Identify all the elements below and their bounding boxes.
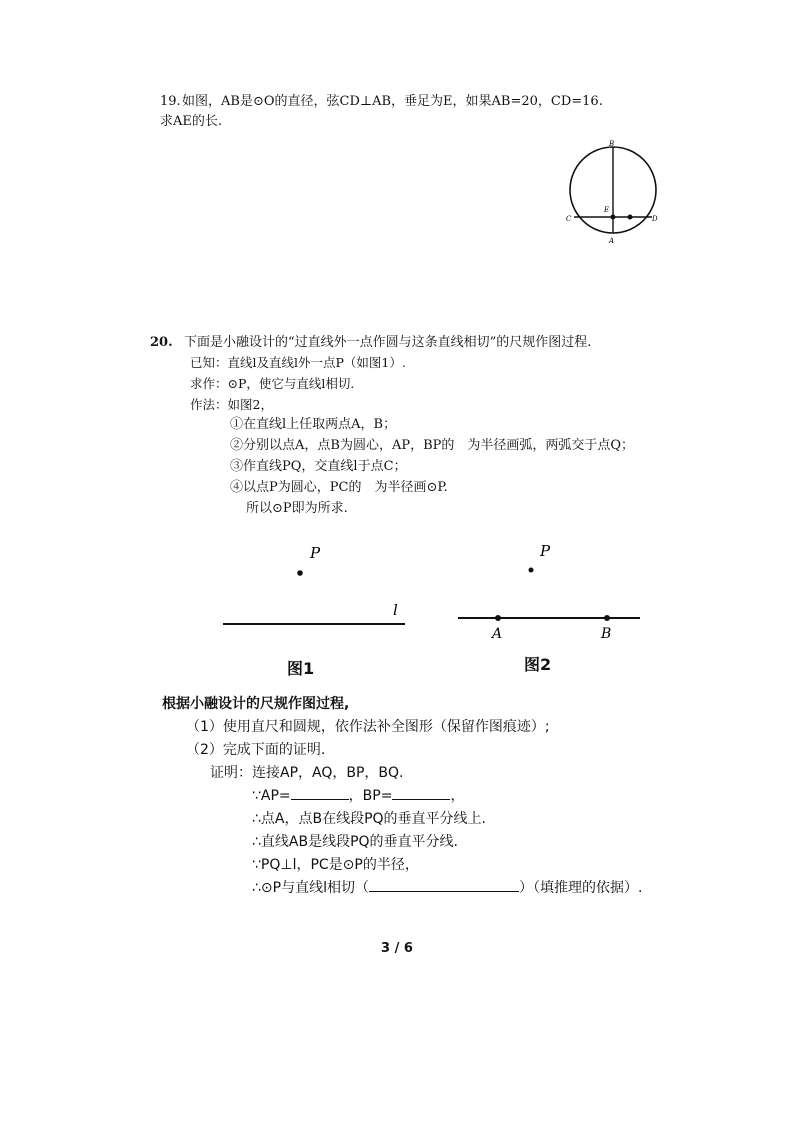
fig2-label-p: P bbox=[540, 542, 551, 560]
step-3: ③作直线PQ，交直线l于点C； bbox=[230, 459, 407, 474]
question-19-number: 19. bbox=[160, 94, 181, 109]
proof-ap-label: ∵AP= bbox=[252, 788, 291, 804]
fig1-point-p bbox=[297, 570, 303, 576]
task-heading: 根据小融设计的尺规作图过程, bbox=[162, 696, 350, 712]
proof-ap-bp bbox=[162, 785, 642, 808]
task-part-2: （2）完成下面的证明. bbox=[186, 742, 326, 758]
construction-steps bbox=[230, 414, 634, 519]
step-1: ①在直线l上任取两点A，B； bbox=[230, 417, 397, 432]
label-e: E bbox=[604, 206, 610, 214]
proof-line-3: ∵PQ⊥l，PC是⊙P的半径， bbox=[252, 857, 419, 873]
proof-bp-end: ， bbox=[450, 788, 465, 804]
fig2-label-a: A bbox=[492, 626, 503, 642]
conclusion-line: 所以⊙P即为所求. bbox=[246, 501, 348, 516]
circle-figure bbox=[560, 138, 670, 263]
question-19-line1 bbox=[160, 92, 603, 112]
blank-ap[interactable] bbox=[291, 785, 349, 800]
page-number: 3 / 6 bbox=[381, 941, 413, 956]
step-4: ④以点P为圆心，PC的 为半径画⊙P. bbox=[230, 480, 448, 495]
task-section bbox=[162, 693, 642, 900]
point-e bbox=[611, 215, 616, 220]
proof-line-4-end: ）（填推理的依据）. bbox=[518, 880, 643, 896]
method-line: 作法：如图2， bbox=[190, 397, 273, 412]
point-o-mark bbox=[628, 215, 633, 220]
question-19-line2: 求AE的长. bbox=[160, 114, 223, 129]
blank-bp[interactable] bbox=[392, 785, 450, 800]
fig1-label-p: P bbox=[310, 544, 321, 562]
fig2-label-b: B bbox=[601, 626, 612, 642]
figure-1-caption: 图1 bbox=[287, 659, 315, 678]
proof-line-4 bbox=[162, 877, 642, 900]
question-20-intro bbox=[150, 332, 591, 354]
goal-line: 求作：⊙P，使它与直线l相切. bbox=[190, 376, 355, 391]
label-c: C bbox=[566, 215, 572, 223]
question-20-number: 20. bbox=[150, 335, 173, 350]
proof-head: 证明：连接AP，AQ，BP，BQ. bbox=[210, 765, 404, 781]
question-19-text: 如图，AB是⊙O的直径，弦CD⊥AB，垂足为E，如果AB=20，CD=16. bbox=[182, 94, 603, 109]
proof-line-1: ∴点A，点B在线段PQ的垂直平分线上. bbox=[252, 811, 487, 827]
figure-2 bbox=[450, 536, 650, 646]
fig2-point-b bbox=[604, 615, 610, 621]
fig2-point-a bbox=[495, 615, 501, 621]
question-19 bbox=[160, 92, 603, 132]
question-20-setup bbox=[190, 352, 406, 415]
task-part-1: （1）使用直尺和圆规，依作法补全图形（保留作图痕迹）; bbox=[186, 719, 550, 735]
proof-line-2: ∴直线AB是线段PQ的垂直平分线. bbox=[252, 834, 459, 850]
label-b: B bbox=[609, 140, 615, 148]
label-a: A bbox=[609, 237, 615, 245]
proof-bp-label: ，BP= bbox=[348, 788, 393, 804]
question-20-text: 下面是小融设计的“过直线外一点作圆与这条直线相切”的尺规作图过程. bbox=[184, 335, 592, 350]
fig2-point-p bbox=[529, 568, 534, 573]
known-line: 已知：直线l及直线l外一点P（如图1）. bbox=[190, 355, 406, 370]
proof-line-4-start: ∴⊙P与直线l相切（ bbox=[252, 880, 369, 896]
fig1-label-l: l bbox=[393, 601, 398, 619]
figure-1 bbox=[215, 540, 415, 640]
figure-2-caption: 图2 bbox=[524, 655, 552, 674]
step-2: ②分别以点A，点B为圆心，AP，BP的 为半径画弧，两弧交于点Q； bbox=[230, 438, 635, 453]
label-d: D bbox=[652, 215, 658, 223]
blank-reason[interactable] bbox=[369, 877, 519, 892]
